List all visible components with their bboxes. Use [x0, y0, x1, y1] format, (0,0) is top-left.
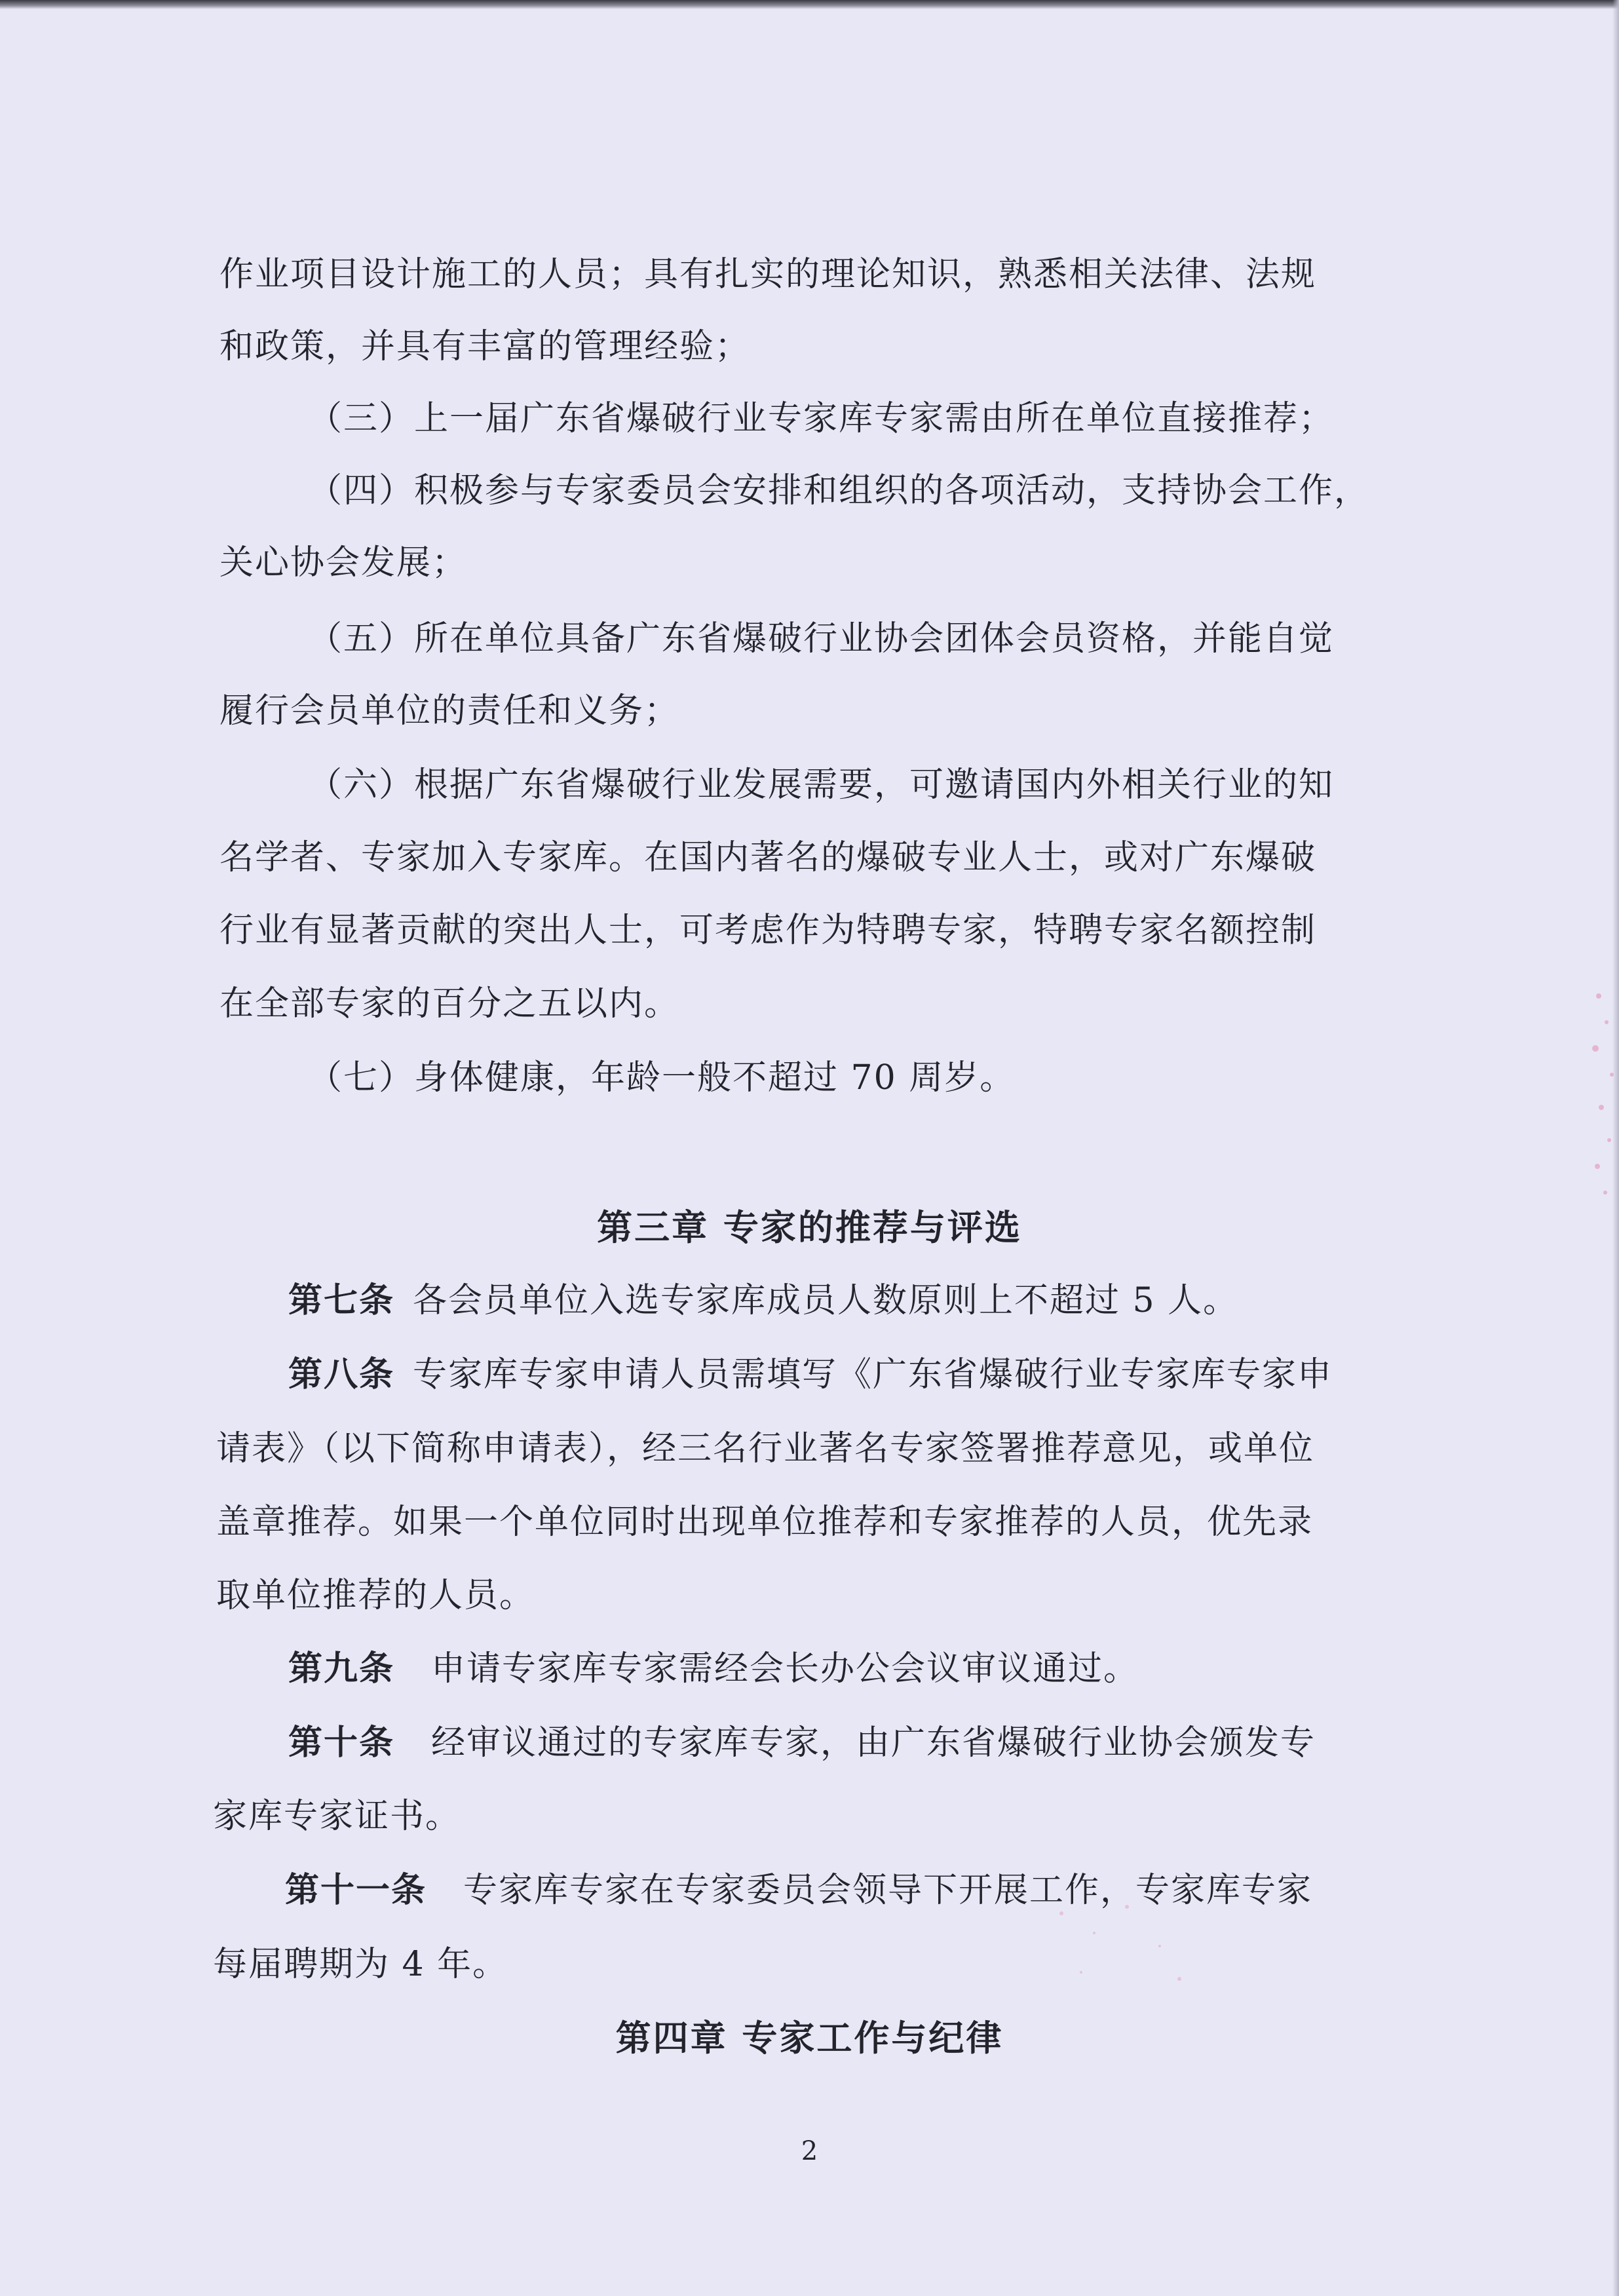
text-line: 作业项目设计施工的人员；具有扎实的理论知识，熟悉相关法律、法规: [219, 255, 1317, 294]
article-text: 各会员单位入选专家库成员人数原则上不超过 5 人。: [413, 1281, 1239, 1320]
article-8: [288, 1352, 1333, 1398]
text-line: 请表》（以下简称申请表），经三名行业著名专家签署推荐意见，或单位: [216, 1429, 1315, 1468]
text-line: 关心协会发展；: [219, 543, 468, 583]
text-line: 取单位推荐的人员。: [216, 1576, 535, 1615]
article-label: 第十条: [288, 1723, 395, 1763]
text-line: 盖章推荐。如果一个单位同时出现单位推荐和专家推荐的人员，优先录: [216, 1502, 1314, 1542]
article-text: 经审议通过的专家库专家，由广东省爆破行业协会颁发专: [431, 1723, 1316, 1763]
article-label: 第八条: [288, 1354, 395, 1394]
article-label: 第七条: [288, 1280, 395, 1320]
page-number: 2: [801, 2136, 818, 2166]
seal-bleed-mark: [1022, 1887, 1219, 2005]
text-line: 家库专家证书。: [213, 1797, 461, 1836]
article-text: 专家库专家申请人员需填写《广东省爆破行业专家库专家申: [413, 1355, 1333, 1394]
chapter-heading: 第四章 专家工作与纪律: [615, 2017, 1004, 2059]
article-7: [288, 1278, 1238, 1324]
text-line: （三）上一届广东省爆破行业专家库专家需由所在单位直接推荐；: [308, 399, 1335, 438]
text-line: （七）身体健康，年龄一般不超过 70 周岁。: [308, 1058, 1016, 1098]
text-line: 履行会员单位的责任和义务；: [219, 691, 680, 731]
text-line: 名学者、专家加入专家库。在国内著名的爆破专业人士，或对广东爆破: [219, 838, 1317, 877]
chapter-heading: 第三章 专家的推荐与评选: [597, 1206, 1022, 1248]
text-line: （四）积极参与专家委员会安排和组织的各项活动，支持协会工作，: [308, 471, 1370, 510]
text-line: （五）所在单位具备广东省爆破行业协会团体会员资格，并能自觉: [308, 619, 1335, 659]
text-line: 每届聘期为 4 年。: [213, 1945, 508, 1984]
text-line: 在全部专家的百分之五以内。: [219, 984, 680, 1024]
article-text: 专家库专家在专家委员会领导下开展工作，专家库专家: [463, 1871, 1313, 1910]
seal-bleed-mark: [1559, 970, 1618, 1219]
text-line: （六）根据广东省爆破行业发展需要，可邀请国内外相关行业的知: [308, 765, 1335, 805]
text-line: 行业有显著贡献的突出人士，可考虑作为特聘专家，特聘专家名额控制: [219, 911, 1317, 950]
text-line: 和政策，并具有丰富的管理经验；: [219, 327, 751, 366]
article-label: 第十一条: [285, 1870, 427, 1910]
article-text: 申请专家库专家需经会长办公会议审议通过。: [431, 1649, 1139, 1689]
article-9: [288, 1646, 1139, 1692]
article-10: [288, 1720, 1316, 1766]
article-label: 第九条: [288, 1649, 395, 1689]
